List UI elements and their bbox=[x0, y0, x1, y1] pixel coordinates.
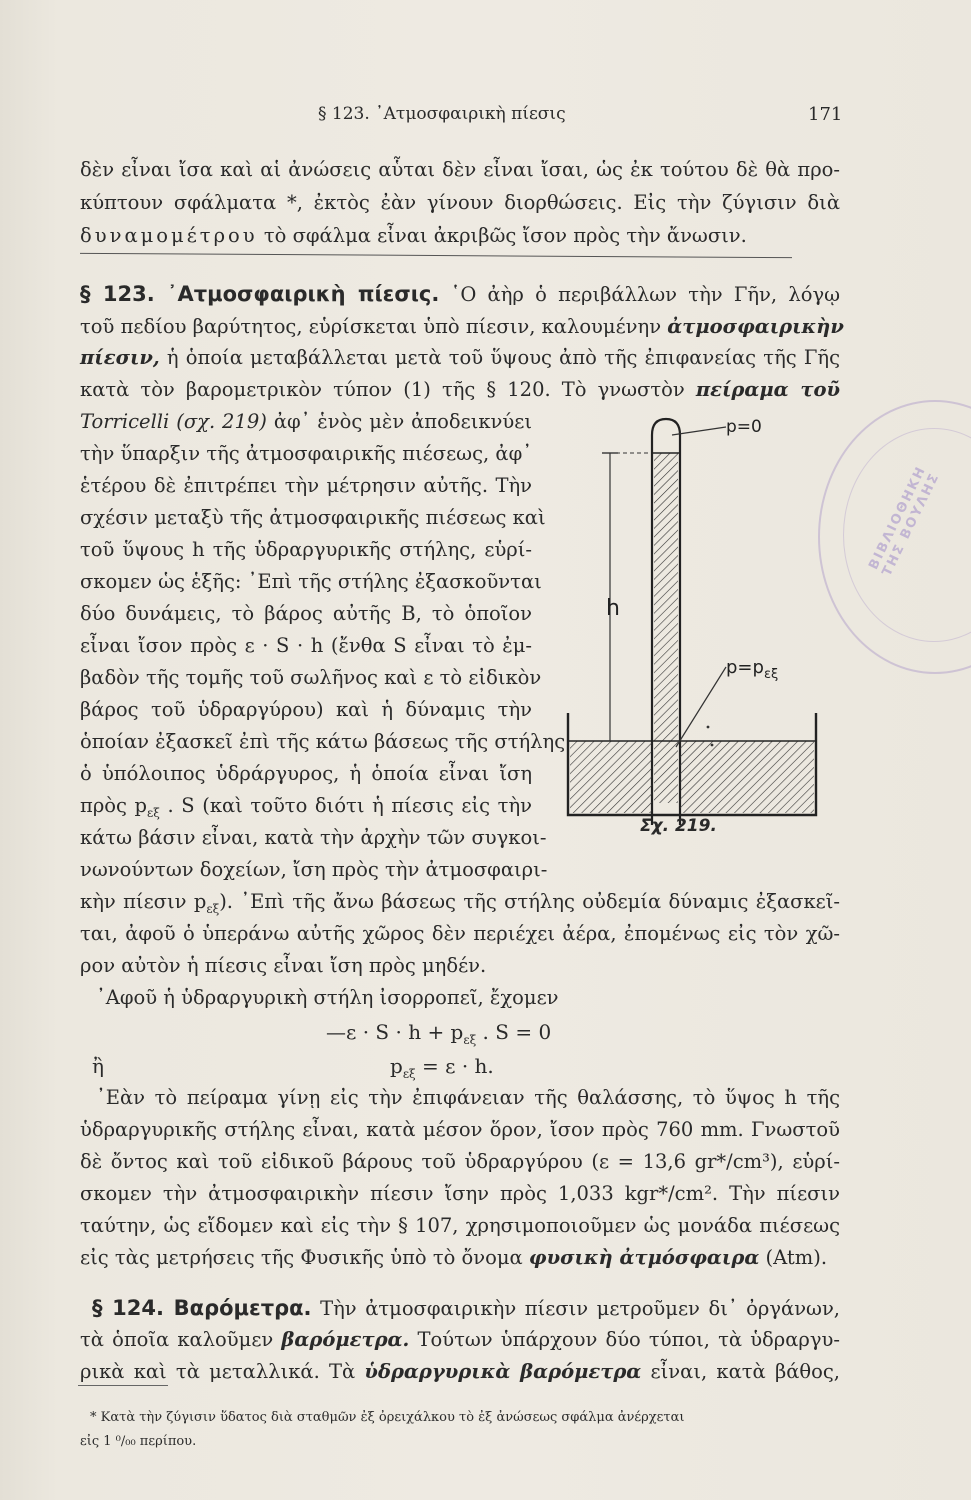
text-line: σκομεν τὴν ἀτμοσφαιρικὴν πίεσιν ἴσην πρὸς 1,033 kgr*/cm². Τὴν πίεσιν bbox=[80, 1182, 840, 1205]
text-line: βαδὸν τῆς τομῆς τοῦ σωλῆνος καὶ ε τὸ εἰδικὸν bbox=[80, 666, 542, 689]
page-number: 171 bbox=[808, 104, 843, 125]
section-124-first-line: § 124. Βαρόμετρα. Τὴν ἀτμοσφαιρικὴν πίεσιν μετροῦμεν δι᾿ ὀργάνων, bbox=[92, 1296, 840, 1320]
bold-term: ὑδραργυρικὰ βαρόμετρα bbox=[364, 1360, 642, 1383]
text-line: εἰς τὰς μετρήσεις τῆς Φυσικῆς ὑπὸ τὸ ὄνομα φυσικὴ ἀτμόσφαιρα (Atm). bbox=[80, 1246, 828, 1269]
text-line: τοῦ πεδίου βαρύτητος, εὑρίσκεται ὑπὸ πίεσιν, καλουμένην ἀτμοσφαιρικὴν bbox=[80, 315, 844, 338]
mercury-bath-right bbox=[680, 741, 814, 813]
text-line: τοῦ ὕψους h τῆς ὑδραργυρικῆς στήλης, εὑρί- bbox=[80, 538, 532, 561]
text-line: πρὸς $p_{\varepsilon\xi}$ . S (καὶ τοῦτο διότι ἡ πίεσις εἰς τὴν bbox=[80, 794, 533, 820]
handwritten-underline bbox=[80, 253, 792, 258]
label-h: h bbox=[606, 596, 620, 621]
text-line: τὰ ὁποῖα καλοῦμεν βαρόμετρα. Τούτων ὑπάρχουν δύο τύποι, τὰ ὑδραργυ- bbox=[80, 1328, 840, 1351]
label-p-ex: $p=p_{\varepsilon\xi}$ bbox=[726, 657, 779, 682]
text-line: δὲν εἶναι ἴσα καὶ αἱ ἀνώσεις αὗται δὲν εἶναι ἴσαι, ὡς ἐκ τούτου δὲ θὰ προ- bbox=[80, 158, 840, 181]
library-stamp-text: ΒΙΒΛΙΟΘΗΚΗ ΤΗΣ ΒΟΥΛΗΣ bbox=[866, 463, 943, 579]
bold-term: φυσικὴ ἀτμόσφαιρα bbox=[528, 1246, 760, 1269]
bold-term: ἀτμοσφαιρικὴν bbox=[667, 315, 844, 338]
mercury-bath-left bbox=[570, 741, 652, 813]
text-line: ᾿Εὰν τὸ πείραμα γίνῃ εἰς τὴν ἐπιφάνειαν τῆς θαλάσσης, τὸ ὕψος h τῆς bbox=[96, 1086, 840, 1109]
text-line: εἶναι ἴσον πρὸς ε · S · h (ἔνθα S εἶναι τὸ ἐμ- bbox=[80, 634, 532, 657]
bold-term: πίεσιν, bbox=[80, 346, 160, 369]
text-line: σχέσιν μεταξὺ τῆς ἀτμοσφαιρικῆς πιέσεως καὶ bbox=[80, 506, 546, 529]
text-line: νωνούντων δοχείων, ἴση πρὸς τὴν ἀτμοσφαιρι- bbox=[80, 858, 548, 881]
footnote-rule bbox=[78, 1385, 168, 1386]
text-line: δυναμομέτρου τὸ σφάλμα εἶναι ἀκριβῶς ἴσον πρὸς τὴν ἄνωσιν. bbox=[80, 224, 747, 247]
torricelli-figure bbox=[548, 405, 838, 845]
text-line: ται, ἀφοῦ ὁ ὑπεράνω αὐτῆς χῶρος δὲν περιέχει ἀέρα, ἐπομένως εἰς τὸν χῶ- bbox=[80, 922, 840, 945]
running-header bbox=[0, 104, 971, 134]
equation-2: $p_{\varepsilon\xi} = \varepsilon \cdot h$. bbox=[390, 1054, 494, 1081]
text-line: ὁποίαν ἐξασκεῖ ἐπὶ τῆς κάτω βάσεως τῆς στήλης bbox=[80, 730, 566, 753]
text-line: Torricelli (σχ. 219) ἀφ᾿ ἑνὸς μὲν ἀποδεικνύει bbox=[80, 410, 532, 433]
text-line: πίεσιν, ἡ ὁποία μεταβάλλεται μετὰ τοῦ ὕψους ἀπὸ τῆς ἐπιφανείας τῆς Γῆς bbox=[80, 346, 840, 369]
text-line: ἑτέρου δὲ ἐπιτρέπει τὴν μέτρησιν αὐτῆς. Τὴν bbox=[80, 474, 532, 497]
section-heading: § 124. Βαρόμετρα. bbox=[92, 1296, 312, 1320]
text-line: ρικὰ καὶ τὰ μεταλλικά. Τὰ ὑδραργυρικὰ βαρόμετρα εἶναι, κατὰ βάθος, bbox=[80, 1360, 840, 1383]
label-p-zero: p=0 bbox=[726, 417, 762, 437]
text-line: ὁ ὑπόλοιπος ὑδράργυρος, ἡ ὁποία εἶναι ἴση bbox=[80, 762, 532, 785]
footnote-line: εἰς 1 ⁰/₀₀ περίπου. bbox=[80, 1434, 197, 1449]
text-line: ρον αὐτὸν ἡ πίεσις εἶναι ἴση πρὸς μηδέν. bbox=[80, 954, 487, 977]
text-line: ταύτην, ὡς εἴδομεν καὶ εἰς τὴν § 107, χρησιμοποιοῦμεν ὡς μονάδα πιέσεως bbox=[80, 1214, 840, 1237]
text-line: κάτω βάσιν εἶναι, κατὰ τὴν ἀρχὴν τῶν συγκοι- bbox=[80, 826, 547, 849]
spaced-term: δυναμομέτρου bbox=[80, 224, 258, 247]
bold-term: βαρόμετρα. bbox=[281, 1328, 410, 1351]
equation-or: ἢ bbox=[92, 1054, 104, 1078]
text-line: δὲ ὄντος καὶ τοῦ εἰδικοῦ βάρους τοῦ ὑδραργύρου (ε = 13,6 gr*/cm³), εὑρί- bbox=[80, 1150, 840, 1173]
text-line: κύπτουν σφάλματα *, ἐκτὸς ἐὰν γίνουν διορθώσεις. Εἰς τὴν ζύγισιν διὰ bbox=[80, 191, 840, 214]
italic-term: Torricelli (σχ. 219) bbox=[80, 410, 267, 433]
bold-term: πείραμα τοῦ bbox=[695, 378, 840, 401]
text-line: δύο δυνάμεις, τὸ βάρος αὐτῆς B, τὸ ὁποῖον bbox=[80, 602, 532, 625]
text-line: κατὰ τὸν βαρομετρικὸν τύπον (1) τῆς § 120. Τὸ γνωστὸν πείραμα τοῦ bbox=[80, 378, 840, 401]
text-line: βάρος τοῦ ὑδραργύρου) καὶ ἡ δύναμις τὴν bbox=[80, 698, 532, 721]
text-line: ᾿Αφοῦ ἡ ὑδραργυρικὴ στήλη ἰσορροπεῖ, ἔχομεν bbox=[96, 986, 559, 1009]
text-line: τὴν ὕπαρξιν τῆς ἀτμοσφαιρικῆς πιέσεως, ἀφ᾿ bbox=[80, 442, 532, 465]
text-line: ὑδραργυρικῆς στήλης εἶναι, κατὰ μέσον ὅρον, ἴσον πρὸς 760 mm. Γνωστοῦ bbox=[80, 1118, 840, 1141]
figure-caption: Σχ. 219. bbox=[640, 816, 717, 836]
section-123-first-line: § 123. ᾿Ατμοσφαιρικὴ πίεσις. ῾Ο ἀὴρ ὁ περιβάλλων τὴν Γῆν, λόγῳ bbox=[80, 282, 841, 306]
text-line: κὴν πίεσιν $p_{\varepsilon\xi}$). ᾿Επὶ τῆς ἄνω βάσεως τῆς στήλης οὐδεμία δύναμις ἐξασκεῖ- bbox=[80, 890, 841, 916]
section-heading: § 123. ᾿Ατμοσφαιρικὴ πίεσις. bbox=[80, 282, 440, 306]
mercury-column bbox=[654, 453, 678, 803]
text-line: σκομεν ὡς ἑξῆς: ᾿Επὶ τῆς στήλης ἐξασκοῦνται bbox=[80, 570, 542, 593]
header-title: § 123. ᾿Ατμοσφαιρικὴ πίεσις bbox=[318, 104, 566, 124]
equation-1: —ε · $S \cdot h + p_{\varepsilon\xi}$ . S = 0 bbox=[326, 1020, 552, 1047]
footnote-line: * Κατὰ τὴν ζύγισιν ὕδατος διὰ σταθμῶν ἐξ ὀρειχάλκου τὸ ἐξ ἀνώσεως σφάλμα ἀνέρχεται bbox=[90, 1410, 685, 1425]
